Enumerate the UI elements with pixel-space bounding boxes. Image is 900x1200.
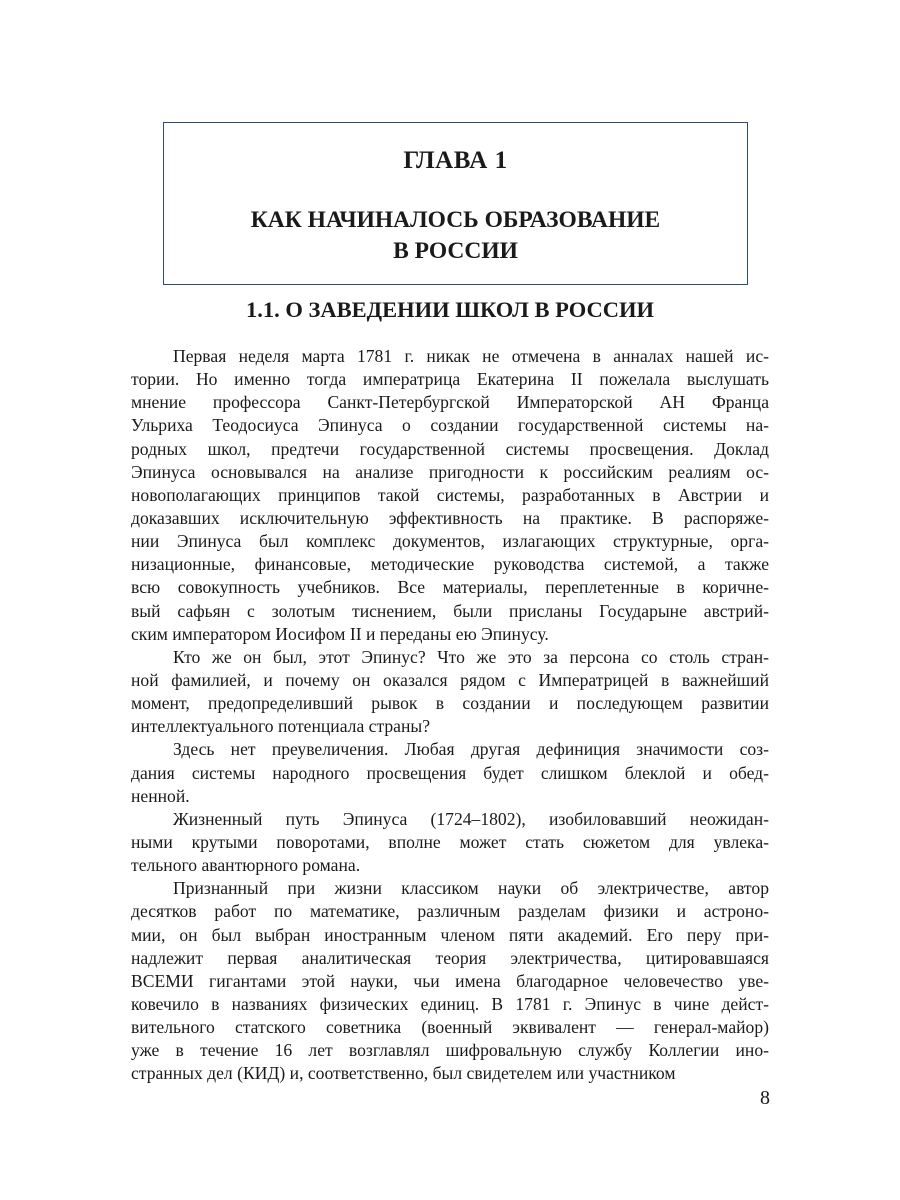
text-line: ским императором Иосифом II и переданы ею Эпинусу. (131, 623, 549, 644)
text-line: вый сафьян с золотым тиснением, были присланы Государыне австрий- (131, 600, 769, 621)
text-line: Здесь нет преувеличения. Любая другая дефиниция значимости соз- (173, 739, 769, 760)
text-line: ными крутыми поворотами, вполне может стать сюжетом для увлека- (131, 831, 769, 852)
paragraph (131, 808, 769, 877)
text-line: тории. Но именно тогда императрица Екатерина II пожелала выслушать (131, 369, 769, 390)
text-line: Жизненный путь Эпинуса (1724–1802), изобиловавший неожидан- (173, 808, 769, 829)
text-line: тельного авантюрного романа. (131, 855, 361, 876)
paragraph (131, 738, 769, 807)
text-line: доказавших исключительную эффективность на практике. В распоряже- (131, 507, 769, 528)
text-line: ненной. (131, 785, 190, 806)
text-line: ВСЕМИ гигантами этой науки, чьи имена благодарное человечество уве- (131, 970, 769, 991)
text-line: надлежит первая аналитическая теория электричества, цитировавшаяся (131, 947, 769, 968)
text-line: уже в течение 16 лет возглавлял шифровальную службу Коллегии ино- (131, 1040, 769, 1061)
text-line: ной фамилией, и почему он оказался рядом с Императрицей в важнейший (131, 669, 769, 690)
text-line: всю совокупность учебников. Все материалы, переплетенные в коричне- (131, 577, 769, 598)
text-line: Эпинуса основывался на анализе пригодности к российским реалиям ос- (131, 461, 769, 482)
text-line: Кто же он был, этот Эпинус? Что же это за персона со столь стран- (173, 646, 769, 667)
text-line: Первая неделя марта 1781 г. никак не отмечена в анналах нашей ис- (173, 346, 769, 366)
text-line: мии, он был выбран иностранным членом пяти академий. Его перу при- (131, 924, 769, 945)
body-text (131, 345, 769, 1086)
text-line: вительного статского советника (военный эквивалент — генерал-майор) (131, 1017, 769, 1038)
section-heading: 1.1. О ЗАВЕДЕНИИ ШКОЛ В РОССИИ (245, 297, 654, 322)
text-line: Ульриха Теодосиуса Эпинуса о создании государственной системы на- (131, 415, 769, 436)
text-line: новополагающих принципов такой системы, разработанных в Австрии и (131, 484, 769, 505)
chapter-label: ГЛАВА 1 (403, 147, 508, 174)
paragraph (131, 646, 769, 739)
paragraph (131, 345, 769, 646)
text-line: родных школ, предтечи государственной системы просвещения. Доклад (131, 438, 769, 459)
text-line: Признанный при жизни классиком науки об электричестве, автор (173, 878, 769, 899)
chapter-title (164, 205, 747, 267)
page-number: 8 (760, 1087, 770, 1109)
text-line: странных дел (КИД) и, соответственно, был свидетелем или участником (131, 1063, 676, 1084)
text-line: дания системы народного просвещения будет слишком блеклой и обед- (131, 762, 769, 783)
text-line: ковечило в названиях физических единиц. В 1781 г. Эпинус в чине дейст- (131, 993, 769, 1014)
text-line: десятков работ по математике, различным разделам физики и астроно- (131, 901, 769, 922)
paragraph (131, 877, 769, 1085)
text-line: нии Эпинуса был комплекс документов, излагающих структурные, орга- (131, 531, 769, 552)
text-line: момент, предопределивший рывок в создании и последующем развитии (131, 693, 769, 714)
chapter-title-line: В РОССИИ (393, 238, 518, 264)
text-line: интеллектуального потенциала страны? (131, 716, 431, 737)
text-line: низационные, финансовые, методические руководства системой, а также (131, 554, 769, 575)
text-line: мнение профессора Санкт-Петербургской Императорской АН Франца (131, 392, 769, 413)
chapter-header-box (163, 122, 748, 285)
chapter-title-line: КАК НАЧИНАЛОСЬ ОБРАЗОВАНИЕ (250, 207, 661, 233)
